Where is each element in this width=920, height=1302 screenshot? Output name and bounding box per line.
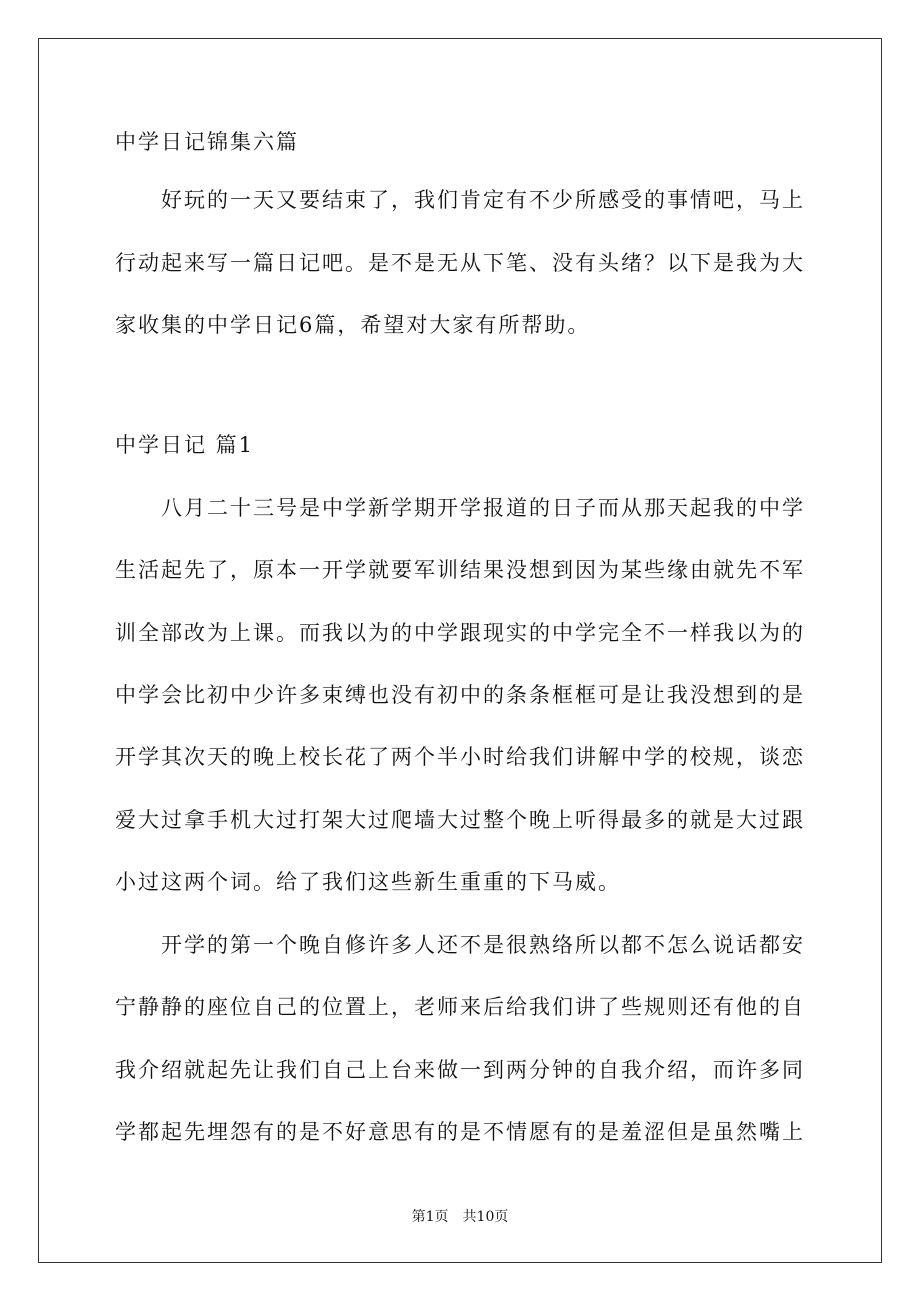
intro-line: 行动起来写一篇日记吧。是不是无从下笔、没有头绪？以下是我为大 [115, 251, 805, 275]
paragraph-line: 中学会比初中少许多束缚也没有初中的条条框框可是让我没想到的是 [115, 683, 805, 707]
paragraph-line: 训全部改为上课。而我以为的中学跟现实的中学完全不一样我以为的 [115, 621, 805, 645]
document-title: 中学日记锦集六篇 [115, 130, 299, 154]
intro-line: 家收集的中学日记6篇，希望对大家有所帮助。 [115, 313, 591, 337]
intro-line: 好玩的一天又要结束了，我们肯定有不少所感受的事情吧，马上 [161, 188, 805, 212]
paragraph-line: 宁静静的座位自己的位置上，老师来后给我们讲了些规则还有他的自 [115, 995, 805, 1019]
paragraph-line: 学都起先埋怨有的是不好意思有的是不情愿有的是羞涩但是虽然嘴上 [115, 1120, 805, 1144]
paragraph-line: 小过这两个词。给了我们这些新生重重的下马威。 [115, 870, 621, 894]
page-number-footer: 第1页 共10页 [411, 1209, 509, 1225]
paragraph-line: 爱大过拿手机大过打架大过爬墙大过整个晚上听得最多的就是大过跟 [115, 808, 805, 832]
paragraph-line: 开学其次天的晚上校长花了两个半小时给我们讲解中学的校规，谈恋 [115, 745, 805, 769]
paragraph-line: 生活起先了，原本一开学就要军训结果没想到因为某些缘由就先不军 [115, 558, 805, 582]
section-heading: 中学日记 篇1 [115, 433, 255, 457]
paragraph-line: 八月二十三号是中学新学期开学报道的日子而从那天起我的中学 [161, 496, 805, 520]
paragraph-line: 开学的第一个晚自修许多人还不是很熟络所以都不怎么说话都安 [161, 933, 805, 957]
paragraph-line: 我介绍就起先让我们自己上台来做一到两分钟的自我介绍，而许多同 [115, 1058, 805, 1082]
